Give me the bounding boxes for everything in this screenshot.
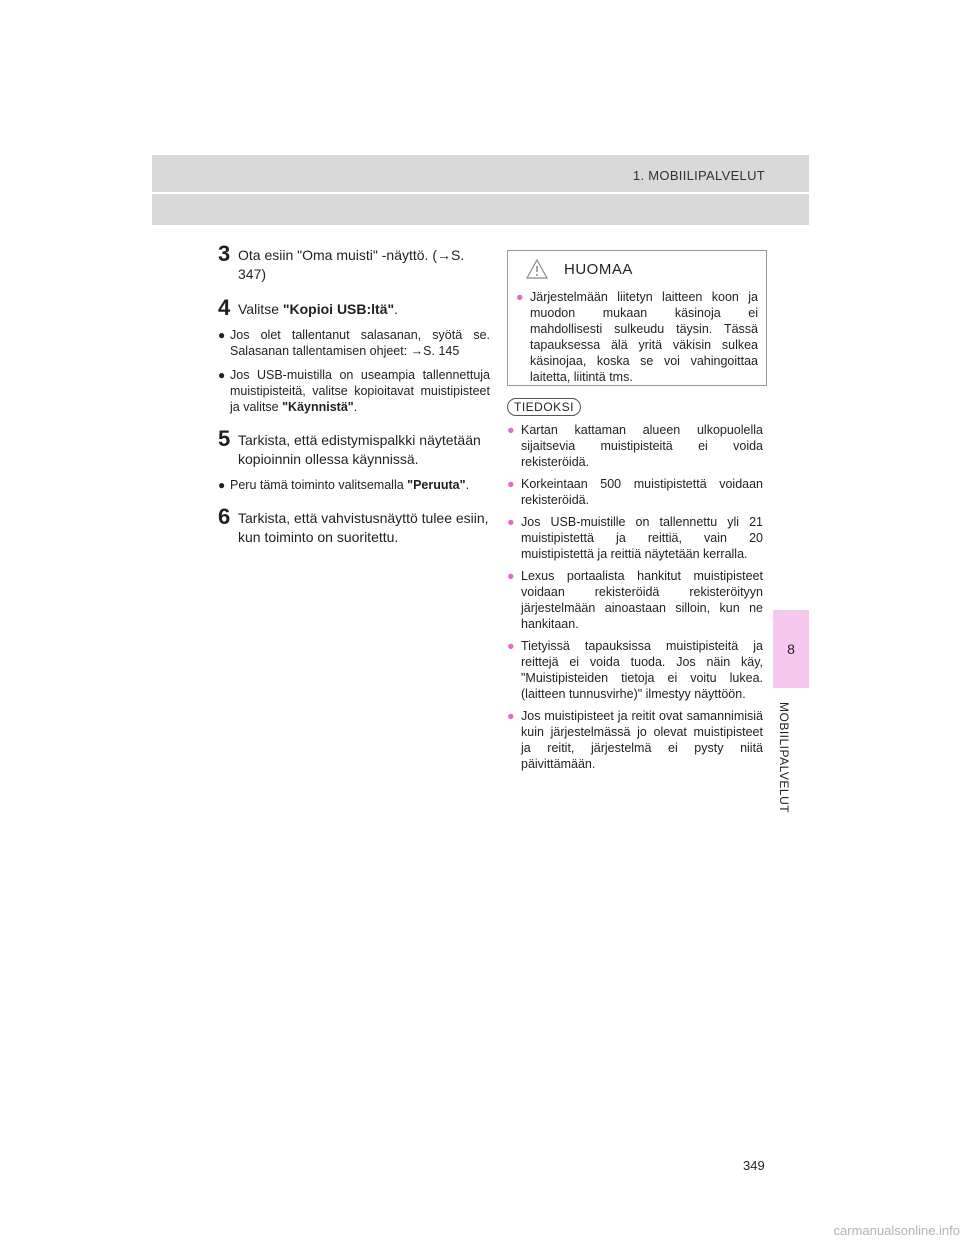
bullet-prefix: Peru tämä toiminto valitsemalla: [230, 478, 408, 492]
info-item-text: Tietyissä tapauksissa muistipisteitä ja reittejä ei voida tuoda. Jos näin käy, "Muistipisteiden tietoja ei voitu lukea. (laitteen tunnusvirhe)" ilmestyy näyttöön.: [521, 639, 763, 701]
step-text: Tarkista, että vahvistusnäyttö tulee esiin, kun toiminto on suoritettu.: [238, 510, 489, 545]
bullet-dot-icon: ●: [218, 368, 226, 382]
step-number: 4: [218, 295, 231, 320]
step-6: [218, 504, 490, 547]
section-title: 1. MOBIILIPALVELUT: [632, 168, 765, 183]
bullet-text: Jos olet tallentanut salasanan, syötä se. Salasanan tallentamisen ohjeet: →S. 145: [230, 328, 490, 358]
info-item: [507, 476, 763, 508]
info-item: [507, 514, 763, 562]
chapter-label: MOBIILIPALVELUT: [777, 702, 791, 814]
page-number: 349: [743, 1158, 765, 1173]
step-text: [238, 298, 490, 319]
bullet-dot-icon: ●: [507, 423, 515, 437]
notice-title: HUOMAA: [564, 260, 633, 278]
step-5: [218, 426, 490, 469]
info-title: TIEDOKSI: [507, 398, 581, 416]
info-item: [507, 708, 763, 772]
step-text: Tarkista, että edistymispalkki näytetään kopioinnin ollessa käynnissä.: [238, 432, 481, 467]
step-text-bold: "Kopioi USB:ltä": [282, 301, 395, 317]
bullet-item: [218, 327, 490, 359]
bullet-dot-icon: ●: [516, 290, 524, 304]
info-list: [507, 422, 765, 772]
warning-icon: [526, 259, 548, 279]
step-number: 6: [218, 504, 231, 529]
info-item-text: Kartan kattaman alueen ulkopuolella sijaitsevia muistipisteitä ei voida rekisteröidä.: [521, 423, 763, 469]
step-text: Ota esiin "Oma muisti" -näyttö. (→S. 347): [238, 247, 465, 282]
info-item-text: Lexus portaalista hankitut muistipisteet voidaan rekisteröidä rekisteröityyn järjestelmään ainoastaan silloin, kun ne hankitaan.: [521, 569, 763, 631]
header-divider: [152, 192, 809, 194]
step-number: 3: [218, 241, 231, 266]
chapter-label-wrap: [777, 688, 807, 813]
bullet-item: [218, 477, 490, 493]
info-item: [507, 568, 763, 632]
bullet-text: [230, 477, 490, 493]
header-band: [152, 155, 809, 225]
bullet-dot-icon: ●: [218, 478, 226, 492]
notice-box: [507, 250, 767, 386]
bullet-dot-icon: ●: [507, 639, 515, 653]
bullet-item: [218, 367, 490, 415]
step-4: [218, 295, 490, 320]
bullet-dot-icon: ●: [507, 569, 515, 583]
bullet-prefix: Jos USB-muistilla on useampia tallennettuja muistipisteitä, valitse kopioitavat muistipisteet ja valitse: [230, 368, 490, 414]
bullet-text: [230, 367, 490, 415]
bullet-dot-icon: ●: [218, 328, 226, 342]
chapter-number: 8: [773, 610, 809, 688]
info-item: [507, 422, 763, 470]
info-box: [507, 398, 765, 772]
notice-header: [526, 259, 766, 279]
step-3: [218, 241, 490, 284]
watermark: carmanualsonline.info: [833, 1223, 960, 1238]
bullet-dot-icon: ●: [507, 709, 515, 723]
notice-text: Järjestelmään liitetyn laitteen koon ja muodon mukaan käsinoja ei mahdollisesti sulkeudu täysin. Tässä tapauksessa älä yritä väkisin sulkea käsinojaa, koska se voi vahingoittaa laitetta, liitintä tms.: [530, 290, 758, 384]
bullet-bold: "Käynnistä": [282, 400, 354, 414]
bullet-dot-icon: ●: [507, 515, 515, 529]
steps-column: [218, 241, 490, 561]
notice-body: [516, 289, 758, 385]
bullet-suffix: .: [465, 478, 470, 492]
info-item: [507, 638, 763, 702]
info-item-text: Korkeintaan 500 muistipistettä voidaan rekisteröidä.: [521, 477, 763, 507]
step-number: 5: [218, 426, 231, 451]
info-item-text: Jos muistipisteet ja reitit ovat samannimisiä kuin järjestelmässä jo olevat muistipisteet ja reitit, järjestelmä ei pysty niitä päivittämään.: [521, 709, 763, 771]
step-text-suffix: .: [394, 301, 399, 317]
bullet-suffix: .: [353, 400, 358, 414]
step-text-prefix: Valitse: [238, 301, 283, 317]
info-item-text: Jos USB-muistille on tallennettu yli 21 muistipistettä ja reittiä, vain 20 muistipistettä ja reittiä näytetään kerralla.: [521, 515, 763, 561]
bullet-dot-icon: ●: [507, 477, 515, 491]
bullet-bold: "Peruuta": [407, 478, 466, 492]
